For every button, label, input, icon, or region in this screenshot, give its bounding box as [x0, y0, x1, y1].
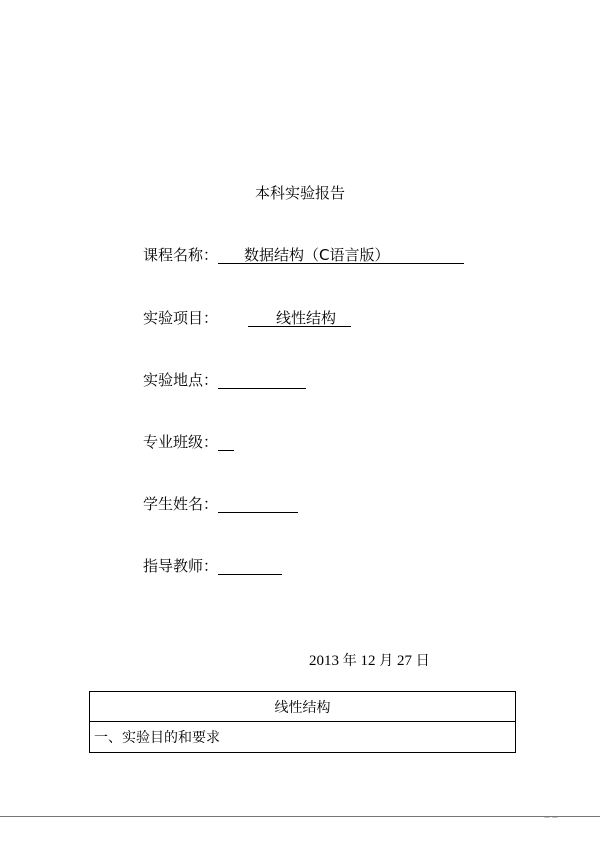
project-field [143, 308, 351, 328]
field-label: 学生姓名： [143, 495, 219, 513]
field-label: 指导教师： [143, 557, 219, 575]
class-field [143, 432, 234, 452]
footer-mark: — — [544, 814, 558, 821]
report-date: 2013 年 12 月 27 日 [309, 653, 430, 669]
course-name-field [143, 245, 464, 265]
field-value [218, 370, 306, 389]
student-name-field [143, 494, 298, 514]
field-label: 实验项目： [143, 309, 219, 327]
section-table [89, 691, 516, 753]
report-title: 本科实验报告 [254, 184, 345, 202]
field-label: 专业班级： [143, 433, 219, 451]
field-value [218, 494, 298, 513]
section-heading: 一、实验目的和要求 [90, 722, 516, 753]
section-table-header: 线性结构 [90, 692, 516, 722]
instructor-field [143, 556, 282, 576]
field-value [218, 556, 282, 575]
field-label: 实验地点： [143, 371, 219, 389]
field-label: 课程名称： [143, 246, 219, 264]
field-value: 数据结构（C语言版） [218, 245, 464, 264]
field-value [218, 432, 234, 451]
footer-rule [0, 816, 600, 817]
location-field [143, 370, 306, 390]
field-value: 线性结构 [248, 308, 351, 327]
